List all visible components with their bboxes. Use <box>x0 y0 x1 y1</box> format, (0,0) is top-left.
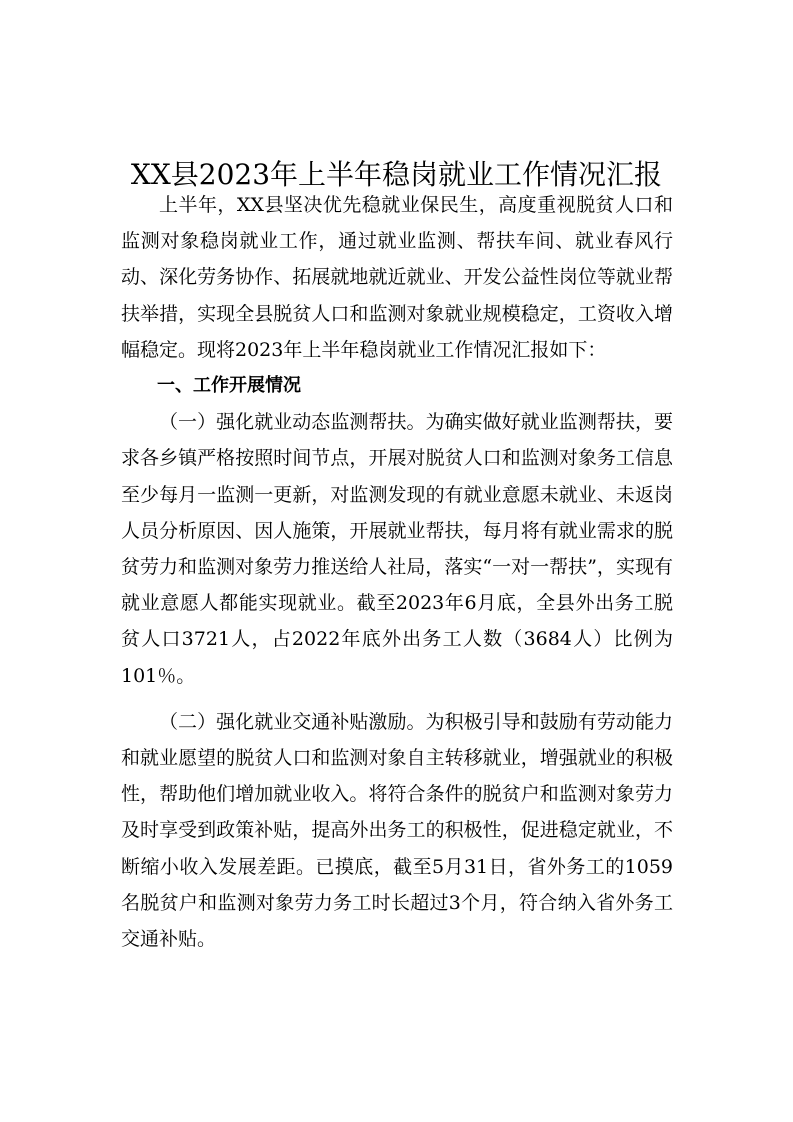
paragraph-transport-subsidy: （二）强化就业交通补贴激励。为积极引导和鼓励有劳动能力和就业愿望的脱贫人口和监测对象自主转移就业，增强就业的积极性，帮助他们增加就业收入。将符合条件的脱贫户和监测对象劳力及时享受到政策补贴，提高外出务工的积极性，促进稳定就业，不断缩小收入发展差距。已摸底，截至5月31日，省外务工的1059名脱贫户和监测对象劳力务工时长超过3个月，符合纳入省外务工交通补贴。 <box>121 710 673 951</box>
paragraph-employment-monitoring: （一）强化就业动态监测帮扶。为确实做好就业监测帮扶，要求各乡镇严格按照时间节点，开展对脱贫人口和监测对象务工信息至少每月一监测一更新，对监测发现的有就业意愿未就业、未返岗人员分析原因、因人施策，开展就业帮扶，每月将有就业需求的脱贫劳力和监测对象劳力推送给人社局，落实“一对一帮扶”，实现有就业意愿人都能实现就业。截至2023年6月底，全县外出务工脱贫人口3721人，占2022年底外出务工人数（3684人）比例为101％。 <box>121 411 673 687</box>
document-body <box>121 187 673 957</box>
section-heading-work-progress: 一、工作开展情况 <box>157 375 301 397</box>
intro-paragraph: 上半年，XX县坚决优先稳就业保民生，高度重视脱贫人口和监测对象稳岗就业工作，通过就业监测、帮扶车间、就业春风行动、深化劳务协作、拓展就地就近就业、开发公益性岗位等就业帮扶举措，实现全县脱贫人口和监测对象就业规模稳定，工资收入增幅稳定。现将2023年上半年稳岗就业工作情况汇报如下： <box>121 194 673 361</box>
document-title: XX县2023年上半年稳岗就业工作情况汇报 <box>130 157 663 191</box>
